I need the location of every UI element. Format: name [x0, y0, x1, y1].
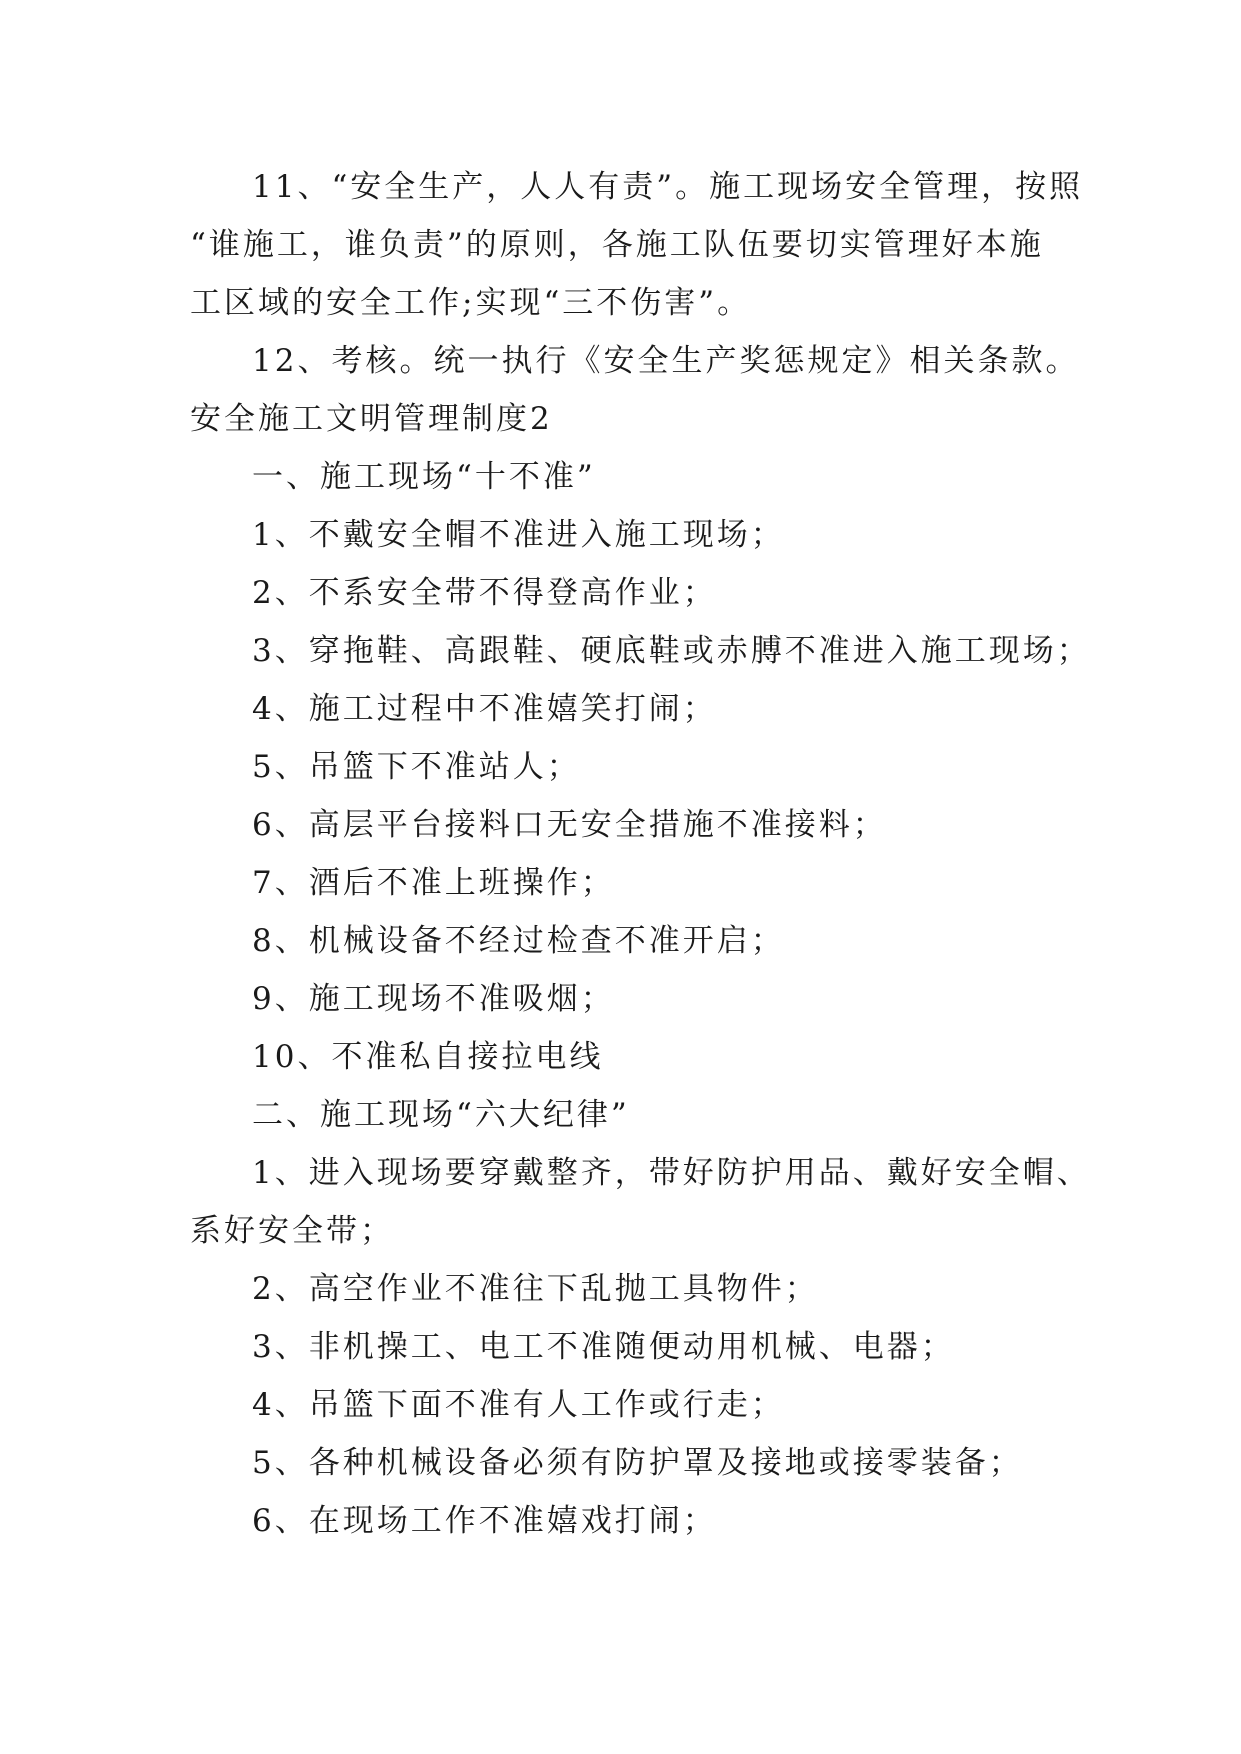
list-item-continuation: 系好安全带；	[190, 1213, 394, 1249]
list-item: 6、在现场工作不准嬉戏打闹；	[252, 1503, 717, 1539]
list-item: 2、不系安全带不得登高作业；	[252, 575, 717, 611]
list-item: 5、吊篮下不准站人；	[252, 749, 581, 785]
list-item: 9、施工现场不准吸烟；	[252, 981, 615, 1017]
document-body	[190, 158, 1091, 1550]
list-item: 3、穿拖鞋、高跟鞋、硬底鞋或赤膊不准进入施工现场；	[252, 633, 1091, 669]
section-heading: 一、施工现场“十不准”	[252, 459, 596, 495]
paragraph-line: 工区域的安全工作;实现“三不伤害”。	[190, 285, 752, 321]
list-item: 5、各种机械设备必须有防护罩及接地或接零装备；	[252, 1445, 1023, 1481]
list-item: 4、吊篮下面不准有人工作或行走；	[252, 1387, 785, 1423]
list-item: 7、酒后不准上班操作；	[252, 865, 615, 901]
list-item: 6、高层平台接料口无安全措施不准接料；	[252, 807, 887, 843]
paragraph-line: “谁施工，谁负责”的原则，各施工队伍要切实管理好本施	[190, 227, 1044, 263]
list-item: 1、不戴安全帽不准进入施工现场；	[252, 517, 785, 553]
list-item: 10、不准私自接拉电线	[252, 1039, 604, 1075]
paragraph-line: 12、考核。统一执行《安全生产奖惩规定》相关条款。	[252, 343, 1080, 379]
paragraph-line: 11、“安全生产，人人有责”。施工现场安全管理，按照	[252, 169, 1084, 205]
list-item: 3、非机操工、电工不准随便动用机械、电器；	[252, 1329, 955, 1365]
list-item: 8、机械设备不经过检查不准开启；	[252, 923, 785, 959]
section-title: 安全施工文明管理制度2	[190, 401, 553, 437]
section-heading: 二、施工现场“六大纪律”	[252, 1097, 630, 1133]
list-item: 1、进入现场要穿戴整齐，带好防护用品、戴好安全帽、	[252, 1155, 1091, 1191]
list-item: 2、高空作业不准往下乱抛工具物件；	[252, 1271, 819, 1307]
list-item: 4、施工过程中不准嬉笑打闹；	[252, 691, 717, 727]
